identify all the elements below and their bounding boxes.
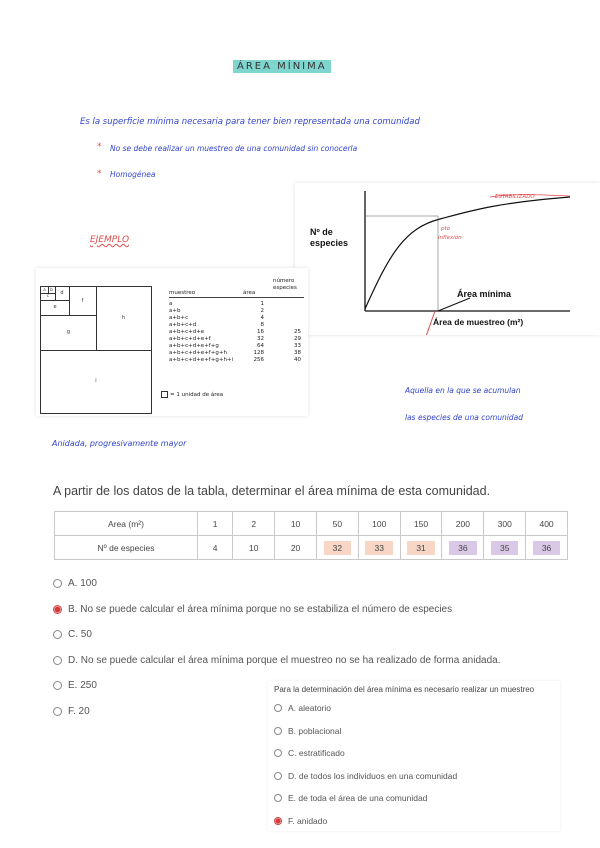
- species-value: 32: [324, 541, 351, 555]
- ejemplo-card: [36, 268, 308, 416]
- muestreo-cell: a+b+c+d+e: [169, 329, 205, 335]
- question1-table: [54, 511, 568, 560]
- aquella-note-2: las especies de una comunidad: [405, 413, 523, 422]
- area-cell: 100: [358, 512, 400, 536]
- table-row: [169, 343, 304, 350]
- bullet-note-2: Homogénea: [110, 170, 156, 179]
- answer-option-label: F. anidado: [288, 815, 328, 826]
- answer-option[interactable]: [53, 648, 500, 674]
- muestreo-cell: a+b+c+d+e+f+g+h+i: [169, 357, 234, 363]
- unit-square: [161, 391, 168, 398]
- muestreo-cell: a+b+c+d+e+f+g+h: [169, 350, 227, 356]
- area-cell: 2: [260, 308, 264, 314]
- area-cell: 8: [260, 322, 264, 328]
- col-header-num-2: especies: [273, 285, 297, 291]
- answer-option[interactable]: [274, 765, 457, 788]
- radio-icon[interactable]: [53, 707, 62, 716]
- area-cell: 32: [257, 336, 264, 342]
- species-value: 31: [407, 541, 434, 555]
- species-cell: 33: [294, 343, 301, 349]
- answer-option[interactable]: [53, 622, 500, 648]
- species-cell: 40: [294, 357, 301, 363]
- area-cell: 128: [253, 350, 264, 356]
- radio-icon[interactable]: [274, 772, 282, 780]
- answer-option-label: C. 50: [68, 629, 92, 641]
- muestreo-cell: a: [169, 301, 173, 307]
- definition-note: Es la superficie mínima necesaria para tener bien representada una comunidad: [80, 117, 420, 127]
- grid-cell-a: a: [41, 287, 49, 294]
- radio-icon[interactable]: [274, 727, 282, 735]
- row-label: Area (m²): [55, 512, 198, 536]
- grid-cell-e: e: [41, 300, 70, 316]
- muestreo-cell: a+b+c+d: [169, 322, 197, 328]
- answer-option[interactable]: [274, 720, 457, 743]
- col-header-muestreo: muestreo: [169, 290, 196, 296]
- page-title: ÁREA MÍNIMA: [233, 60, 331, 73]
- area-cell: 1: [260, 301, 264, 307]
- radio-icon[interactable]: [274, 704, 282, 712]
- species-value: 10: [249, 542, 259, 553]
- area-graph: [295, 183, 600, 335]
- answer-option-label: D. No se puede calcular el área mínima porque el muestreo no se ha realizado de forma anidada.: [68, 654, 501, 666]
- grid-cell-c: c: [41, 293, 56, 301]
- nested-grid: [40, 286, 152, 414]
- question1-prompt: A partir de los datos de la tabla, determinar el área mínima de esta comunidad.: [53, 484, 491, 498]
- species-value: 33: [365, 541, 392, 555]
- aquella-note-1: Aquella en la que se acumulan: [405, 386, 521, 395]
- area-cell: 16: [257, 329, 264, 335]
- area-cell: 400: [526, 512, 568, 536]
- muestreo-cell: a+b+c: [169, 315, 189, 321]
- table-row: [55, 512, 568, 536]
- table-row: [169, 329, 304, 336]
- species-value: 20: [290, 542, 301, 553]
- answer-option-label: B. No se puede calcular el área mínima porque no se estabiliza el número de especies: [68, 603, 453, 615]
- area-cell: 200: [442, 512, 484, 536]
- ejemplo-heading: EJEMPLO: [90, 235, 130, 245]
- table-row: [169, 301, 304, 308]
- table-row: [169, 350, 304, 357]
- radio-icon[interactable]: [53, 656, 62, 665]
- area-cell: 256: [253, 357, 264, 363]
- answer-option-label: E. 250: [68, 680, 97, 692]
- question2-card: [268, 681, 560, 831]
- grid-cell-d: d: [55, 287, 70, 301]
- species-cell: [233, 536, 275, 560]
- answer-option[interactable]: [274, 742, 457, 765]
- species-cell: [442, 536, 484, 560]
- species-value: 35: [491, 541, 518, 555]
- muestreo-cell: a+b+c+d+e+f+g: [169, 343, 219, 349]
- answer-option[interactable]: [274, 787, 457, 810]
- graph-ylabel-2: especies: [310, 238, 349, 248]
- col-header-area: área: [243, 290, 256, 296]
- area-cell: 2: [233, 512, 275, 536]
- grid-cell-g: g: [41, 315, 97, 351]
- answer-option-label: D. de todos los individuos en una comunidad: [288, 770, 458, 781]
- radio-icon[interactable]: [53, 681, 62, 690]
- area-minima-label: Área mínima: [457, 289, 512, 299]
- species-cell: [358, 536, 400, 560]
- muestreo-cell: a+b+c+d+e+f: [169, 336, 211, 342]
- grid-cell-i: i: [95, 378, 97, 384]
- estabilizado-label: ESTABILIZADO: [495, 194, 535, 200]
- graph-ylabel-1: Nº de: [310, 227, 333, 237]
- species-cell: [484, 536, 526, 560]
- answer-option[interactable]: [53, 571, 500, 597]
- area-cell: 4: [260, 315, 264, 321]
- answer-option[interactable]: [274, 697, 457, 720]
- table-row: [169, 336, 304, 343]
- area-graph-card: [295, 183, 600, 335]
- radio-icon[interactable]: [53, 630, 62, 639]
- area-cell: 300: [484, 512, 526, 536]
- bullet-marker: *: [97, 142, 102, 152]
- col-header-num-1: número: [273, 278, 295, 284]
- question2-prompt: Para la determinación del área mínima es necesario realizar un muestreo: [274, 685, 535, 694]
- answer-option-label: A. aleatorio: [288, 703, 331, 714]
- area-cell: 50: [316, 512, 358, 536]
- species-cell: [275, 536, 317, 560]
- bullet-note-1: No se debe realizar un muestreo de una comunidad sin conocerla: [110, 144, 358, 153]
- area-cell: 10: [275, 512, 317, 536]
- radio-selected-icon[interactable]: [274, 817, 282, 825]
- radio-icon[interactable]: [53, 579, 62, 588]
- species-value: 4: [212, 542, 218, 553]
- species-cell: [316, 536, 358, 560]
- header-rule: [169, 297, 304, 298]
- answer-option-label: B. poblacional: [288, 725, 342, 736]
- table-row: [55, 536, 568, 560]
- anidada-note: Anidada, progresivamente mayor: [52, 439, 187, 448]
- table-row: [169, 357, 304, 364]
- grid-cell-h: h: [96, 287, 151, 351]
- row-label: Nº de especies: [55, 536, 198, 560]
- species-cell: [198, 536, 233, 560]
- graph-xlabel: Área de muestreo (m²): [433, 317, 524, 327]
- answer-option[interactable]: [53, 597, 500, 623]
- area-cell: 150: [400, 512, 442, 536]
- grid-cell-f: f: [69, 287, 97, 316]
- species-cell: 38: [294, 350, 301, 356]
- table-row: [169, 322, 304, 329]
- grid-cell-b: b: [48, 287, 56, 294]
- species-value: 36: [449, 541, 476, 555]
- species-cell: 25: [294, 329, 301, 335]
- answer-option[interactable]: [274, 810, 457, 833]
- species-cell: [526, 536, 568, 560]
- ejemplo-rows: [169, 301, 304, 364]
- answer-option-label: E. de toda el área de una comunidad: [288, 793, 428, 804]
- species-cell: [400, 536, 442, 560]
- table-row: [169, 315, 304, 322]
- radio-selected-icon[interactable]: [53, 605, 62, 614]
- muestreo-cell: a+b: [169, 308, 181, 314]
- table-row: [169, 308, 304, 315]
- unit-legend: = 1 unidad de área: [170, 392, 224, 398]
- species-cell: 29: [294, 336, 301, 342]
- species-value: 36: [533, 541, 560, 555]
- radio-icon[interactable]: [274, 749, 282, 757]
- answer-option-label: C. estratificado: [288, 748, 345, 759]
- pto-label-2: inflexión: [438, 235, 462, 241]
- answer-option-label: A. 100: [68, 578, 97, 590]
- question2-options: [274, 697, 457, 832]
- answer-option-label: F. 20: [68, 705, 90, 717]
- radio-icon[interactable]: [274, 794, 282, 802]
- area-cell: 64: [257, 343, 264, 349]
- area-cell: 1: [198, 512, 233, 536]
- area-minima-arrow: [438, 298, 470, 311]
- bullet-marker: *: [97, 169, 102, 179]
- pto-label-1: pto: [441, 226, 451, 232]
- red-arrow: [413, 311, 435, 335]
